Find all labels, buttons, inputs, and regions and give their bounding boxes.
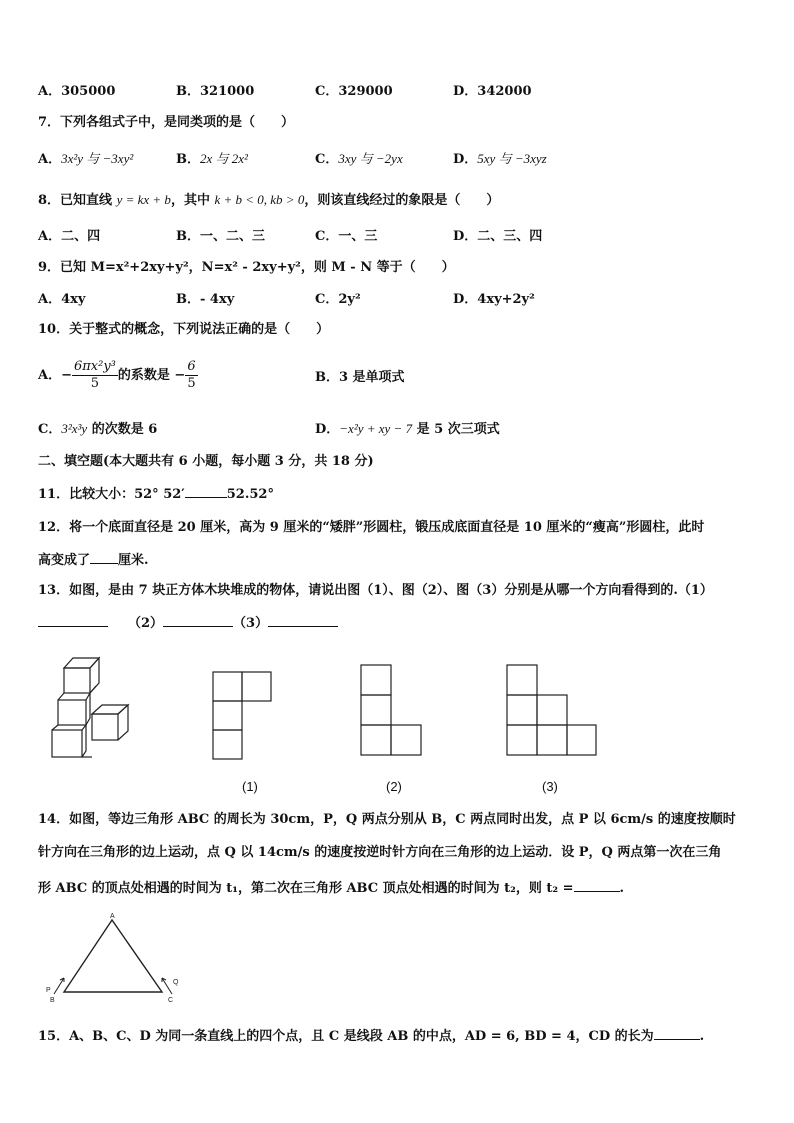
q11: 11．比较大小：52° 52′ 52.52° [38, 487, 274, 502]
q12-line2: 高变成了 厘米. [38, 553, 149, 568]
view-2-label: (2) [386, 779, 402, 794]
q13-line1: 13．如图，是由 7 块正方体木块堆成的物体，请说出图（1）、图（2）、图（3）分别是从哪一个方向看得到的.（1） [38, 583, 713, 598]
tri-label-a: A [110, 913, 115, 920]
q13-blank-3[interactable] [268, 614, 338, 627]
q12-blank[interactable] [90, 551, 118, 564]
q7-option-a: A．3x²y 与 −3xy² [38, 151, 134, 167]
q12-line1: 12．将一个底面直径是 20 厘米，高为 9 厘米的“矮胖”形圆柱，锻压成底面直径是 10 厘米的“瘦高”形圆柱，此时 [38, 520, 705, 535]
q10-option-d: D．−x²y + xy − 7 是 5 次三项式 [315, 421, 500, 437]
q14-blank[interactable] [574, 879, 620, 892]
q8-option-b: B．一、二、三 [176, 229, 265, 244]
q9-option-c: C．2y² [315, 292, 361, 307]
q8-option-a: A．二、四 [38, 229, 101, 244]
q15-blank[interactable] [654, 1027, 700, 1040]
tri-label-p: P [46, 987, 51, 994]
q10-option-b: B．3 是单项式 [315, 370, 405, 385]
tri-label-c: C [168, 997, 174, 1004]
q8-stem: 8．已知直线 y = kx + b，其中 k + b < 0, kb > 0，则该直线经过的象限是（ ） [38, 192, 500, 208]
q15: 15．A、B、C、D 为同一条直线上的四个点，且 C 是线段 AB 的中点，AD = 6, BD = 4，CD 的长为 . [38, 1029, 705, 1044]
q11-blank[interactable] [185, 485, 227, 498]
q6-option-c: C．329000 [315, 84, 393, 99]
q6-option-a: A．305000 [38, 84, 116, 99]
q10-fraction-2: $\frac{6}{5}$ [187, 359, 196, 391]
q7-option-c: C．3xy 与 −2yx [315, 151, 403, 167]
q9-option-a: A．4xy [38, 292, 86, 307]
q13-blank-2[interactable] [163, 614, 233, 627]
cube-stack-figure [44, 656, 144, 760]
q14-line2: 针方向在三角形的边上运动，点 Q 以 14cm/s 的速度按逆时针方向在三角形的边上运动．设 P，Q 两点第一次在三角 [38, 845, 722, 860]
q10-option-c: C．3²x³y 的次数是 6 [38, 421, 158, 437]
tri-label-q: Q [173, 979, 179, 986]
view-3-figure [506, 664, 598, 756]
q10-fraction-1: $\frac{\text{6πx²y³}}{5}$ [73, 359, 116, 391]
q10-stem: 10．关于整式的概念，下列说法正确的是（ ） [38, 322, 330, 337]
view-2-figure [360, 664, 422, 756]
view-3-label: (3) [542, 779, 558, 794]
q6-option-d: D．342000 [453, 84, 532, 99]
q6-option-b: B．321000 [176, 84, 255, 99]
triangle-figure [44, 912, 184, 1008]
q9-stem: 9．已知 M=x²+2xy+y²，N=x² - 2xy+y²，则 M - N 等于（ ） [38, 260, 455, 275]
q14-line3: 形 ABC 的顶点处相遇的时间为 t₁，第二次在三角形 ABC 顶点处相遇的时间为 t₂，则 t₂ = . [38, 881, 625, 896]
tri-label-b: B [50, 997, 55, 1004]
q7-option-b: B．2x 与 2x² [176, 151, 248, 167]
section-2-heading: 二、填空题(本大题共有 6 小题，每小题 3 分，共 18 分) [38, 454, 374, 469]
q13-blank-1[interactable] [38, 614, 108, 627]
view-1-figure [212, 671, 274, 761]
q14-line1: 14．如图，等边三角形 ABC 的周长为 30cm，P，Q 两点分别从 B，C 两点同时出发，点 P 以 6cm/s 的速度按顺时 [38, 812, 736, 827]
q10-option-a: A．− $\frac{\text{6πx²y³}}{5}$ 的系数是 − $\frac{6}{5}$ [38, 359, 196, 391]
view-1-label: (1) [242, 779, 258, 794]
q7-stem: 7．下列各组式子中，是同类项的是（ ） [38, 115, 295, 130]
q9-option-d: D．4xy+2y² [453, 292, 535, 307]
q8-option-c: C．一、三 [315, 229, 378, 244]
q7-option-d: D．5xy 与 −3xyz [453, 151, 547, 167]
q9-option-b: B．- 4xy [176, 292, 235, 307]
q8-option-d: D．二、三、四 [453, 229, 543, 244]
q13-line2: （2） （3） [38, 614, 338, 632]
